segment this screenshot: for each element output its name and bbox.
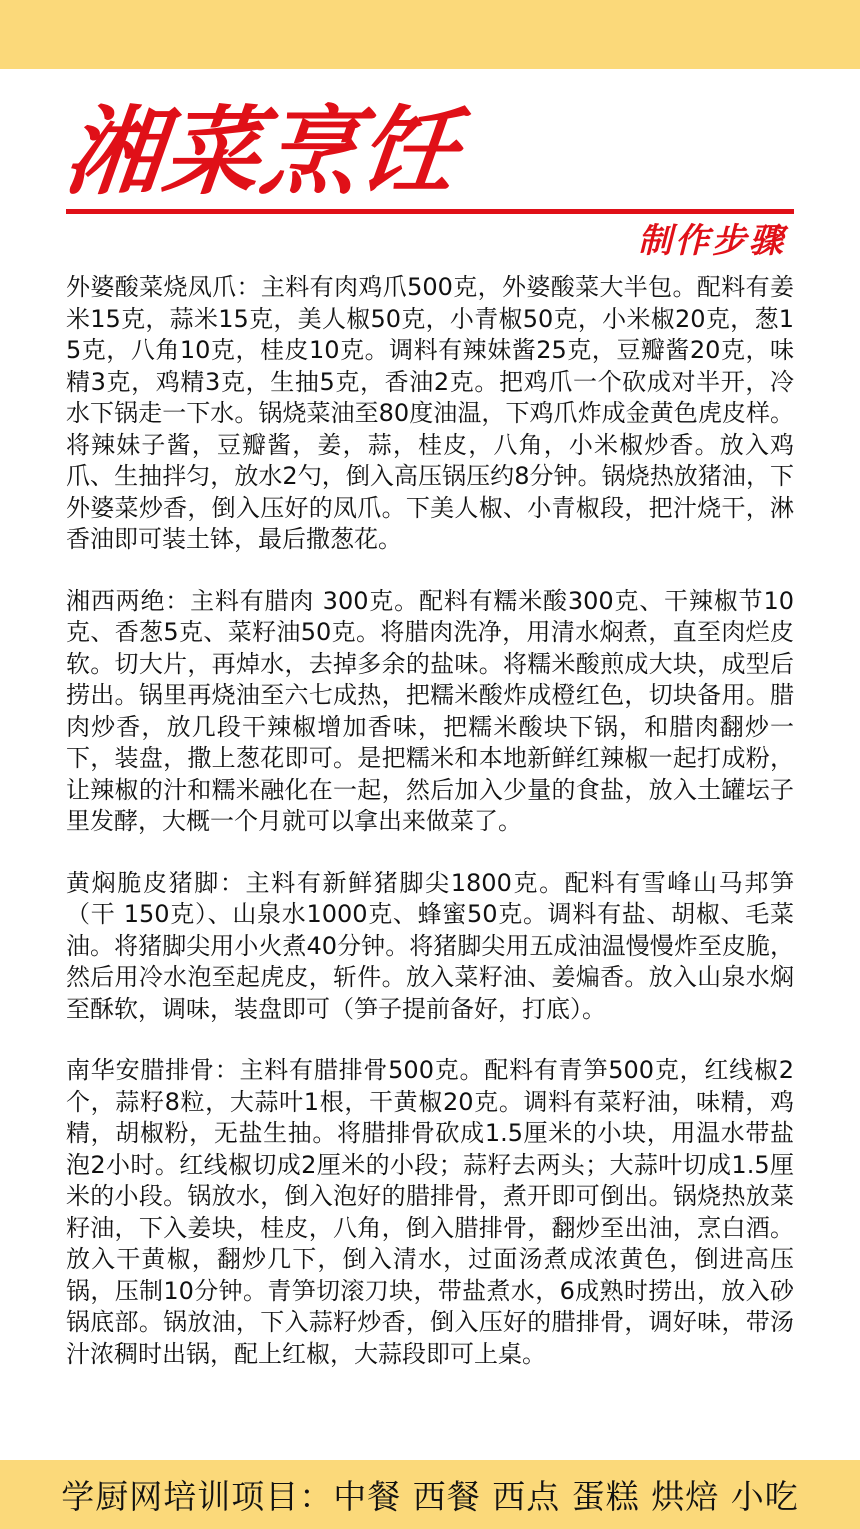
footer-banner (0, 1460, 860, 1529)
recipe-paragraph: 黄焖脆皮猪脚：主料有新鲜猪脚尖1800克。配料有雪峰山马邦笋（干 150克）、山泉水1000克、蜂蜜50克。调料有盐、胡椒、毛菜油。将猪脚尖用小火煮40分钟。将猪脚尖用五成油温慢慢炸至皮脆，然后用冷水泡至起虎皮，斩件。放入菜籽油、姜煸香。放入山泉水焖至酥软，调味，装盘即可（笋子提前备好，打底）。 (66, 868, 794, 1023)
recipe-list (66, 272, 794, 1400)
footer-text: 学厨网培训项目：中餐 西餐 西点 蛋糕 烘焙 小吃 (61, 1477, 799, 1516)
top-banner (0, 0, 860, 69)
title-divider (66, 209, 794, 214)
page-subtitle: 制作步骤 (638, 221, 786, 261)
recipe-paragraph: 南华安腊排骨：主料有腊排骨500克。配料有青笋500克，红线椒2个，蒜籽8粒，大蒜叶1根，干黄椒20克。调料有菜籽油，味精，鸡精，胡椒粉，无盐生抽。将腊排骨砍成1.5厘米的小块，用温水带盐泡2小时。红线椒切成2厘米的小段；蒜籽去两头；大蒜叶切成1.5厘米的小段。锅放水，倒入泡好的腊排骨，煮开即可倒出。锅烧热放菜籽油，下入姜块，桂皮，八角，倒入腊排骨，翻炒至出油，烹白酒。放入干黄椒，翻炒几下，倒入清水，过面汤煮成浓黄色，倒进高压锅，压制10分钟。青笋切滚刀块，带盐煮水，6成熟时捞出，放入砂锅底部。锅放油，下入蒜籽炒香，倒入压好的腊排骨，调好味，带汤汁浓稠时出锅，配上红椒，大蒜段即可上桌。 (66, 1056, 794, 1368)
recipe-paragraph: 湘西两绝：主料有腊肉 300克。配料有糯米酸300克、干辣椒节10克、香葱5克、菜籽油50克。将腊肉洗净，用清水焖煮，直至肉烂皮软。切大片，再焯水，去掉多余的盐味。将糯米酸煎成大块，成型后捞出。锅里再烧油至六七成热，把糯米酸炸成橙红色，切块备用。腊肉炒香，放几段干辣椒增加香味，把糯米酸块下锅，和腊肉翻炒一下，装盘，撒上葱花即可。是把糯米和本地新鲜红辣椒一起打成粉，让辣椒的汁和糯米融化在一起，然后加入少量的食盐，放入土罐坛子里发酵，大概一个月就可以拿出来做菜了。 (66, 586, 794, 835)
page-title: 湘菜烹饪 (60, 96, 464, 208)
recipe-paragraph: 外婆酸菜烧凤爪：主料有肉鸡爪500克，外婆酸菜大半包。配料有姜米15克，蒜米15克，美人椒50克，小青椒50克，小米椒20克，葱15克，八角10克，桂皮10克。调料有辣妹酱25克，豆瓣酱20克，味精3克，鸡精3克，生抽5克，香油2克。把鸡爪一个砍成对半开，冷水下锅走一下水。锅烧菜油至80度油温，下鸡爪炸成金黄色虎皮样。将辣妹子酱，豆瓣酱，姜，蒜，桂皮，八角，小米椒炒香。放入鸡爪、生抽拌匀，放水2勺，倒入高压锅压约8分钟。锅烧热放猪油，下外婆菜炒香，倒入压好的凤爪。下美人椒、小青椒段，把汁烧干，淋香油即可装土钵，最后撒葱花。 (66, 273, 794, 553)
